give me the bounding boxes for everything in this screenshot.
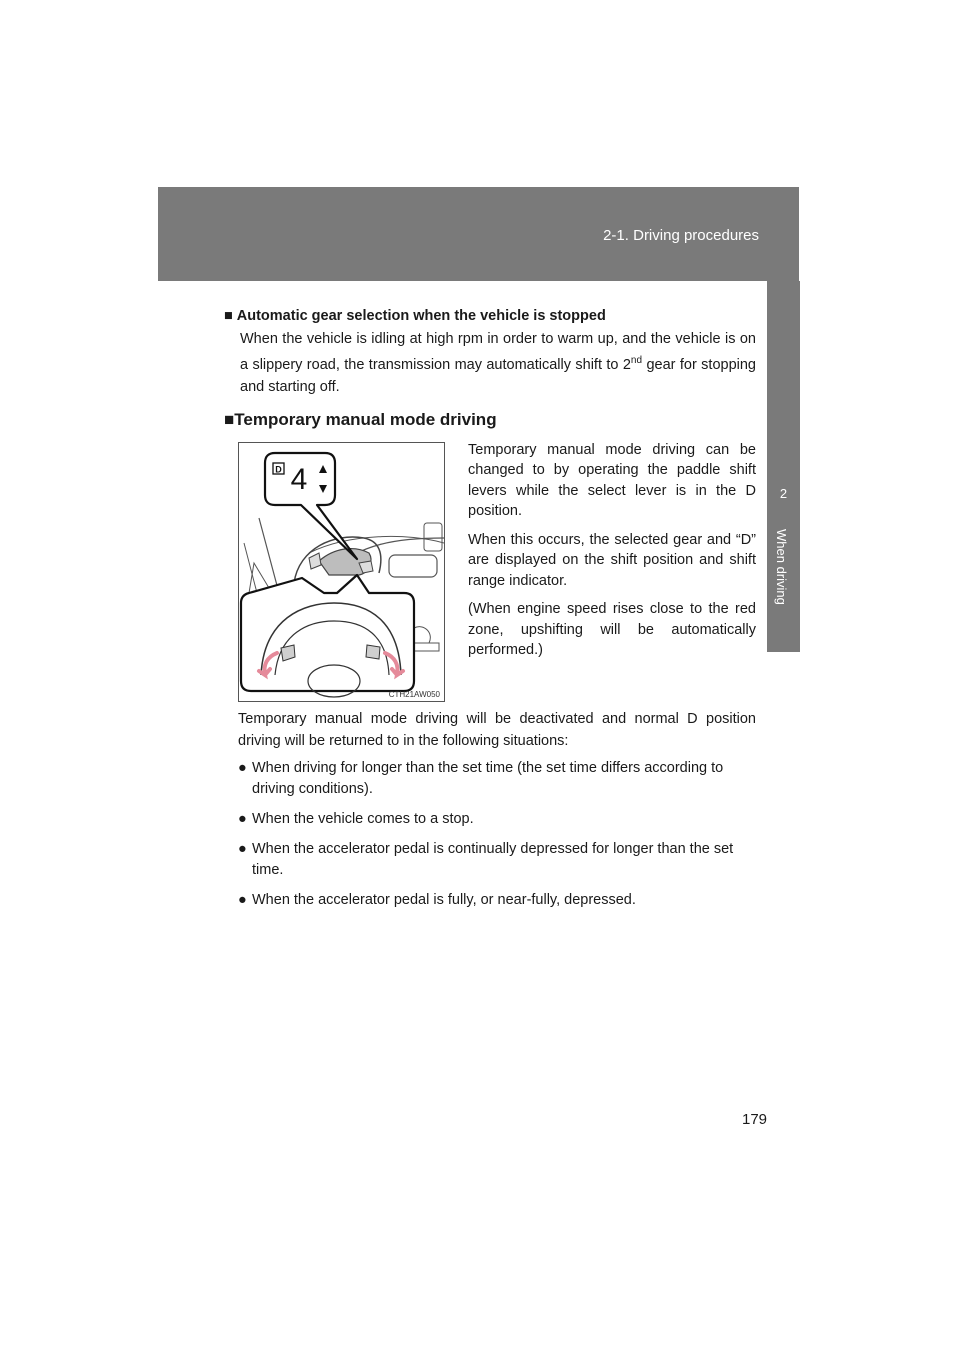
figure-row xyxy=(238,442,756,704)
section2-heading xyxy=(224,408,756,432)
list-item: ● When the accelerator pedal is fully, or near-fully, depressed. xyxy=(238,890,756,911)
deactivation-intro: Temporary manual mode driving will be deactivated and normal D position driving will be returned to in the following situations: xyxy=(238,710,756,749)
side-tab xyxy=(767,281,800,652)
bullet-dot-icon: ● xyxy=(238,891,247,908)
list-item: ● When driving for longer than the set time (the set time differs according to driving conditions). xyxy=(238,759,724,797)
header-band xyxy=(158,187,799,281)
section2-title: Temporary manual mode driving xyxy=(234,409,497,429)
side-tab-label: When driving xyxy=(774,529,789,605)
list-item: ● When the accelerator pedal is continually depressed for longer than the set time. xyxy=(238,840,734,878)
page-number: 179 xyxy=(742,1111,768,1128)
deactivation-list xyxy=(238,758,756,911)
figure-code: CTH21AW050 xyxy=(388,689,440,699)
side-tab-number: 2 xyxy=(779,486,788,501)
bullet-dot-icon: ● xyxy=(238,840,247,857)
steering-wheel-illustration xyxy=(239,443,444,701)
figure-side-text xyxy=(468,440,756,669)
side-paragraph: Temporary manual mode driving can be changed to by operating the paddle shift levers while the select lever is in the D position. xyxy=(468,441,756,520)
indicator-gear-number: 4 xyxy=(290,462,308,496)
section1-body: When the vehicle is idling at high rpm in order to warm up, and the vehicle is on a slippery road, the transmission may automatically shift to 2nd gear for stopping and starting off. xyxy=(240,331,756,395)
bullet-dot-icon: ● xyxy=(238,759,247,776)
section1-heading xyxy=(224,306,756,326)
section-title: 2-1. Driving procedures xyxy=(603,227,759,244)
side-paragraph: (When engine speed rises close to the red zone, upshifting will be automatically performed.) xyxy=(468,601,756,659)
list-item: ● When the vehicle comes to a stop. xyxy=(238,809,756,830)
square-bullet-icon: ■ xyxy=(224,308,233,324)
square-bullet-icon: ■ xyxy=(224,409,235,429)
paddle-shift-figure xyxy=(238,442,445,702)
side-paragraph: When this occurs, the selected gear and “D” are displayed on the shift position and shift range indicator. xyxy=(468,531,756,589)
indicator-d-letter: D xyxy=(275,464,282,475)
section1-title: Automatic gear selection when the vehicle is stopped xyxy=(236,308,606,324)
page-content xyxy=(224,306,756,920)
bullet-dot-icon: ● xyxy=(238,810,247,827)
